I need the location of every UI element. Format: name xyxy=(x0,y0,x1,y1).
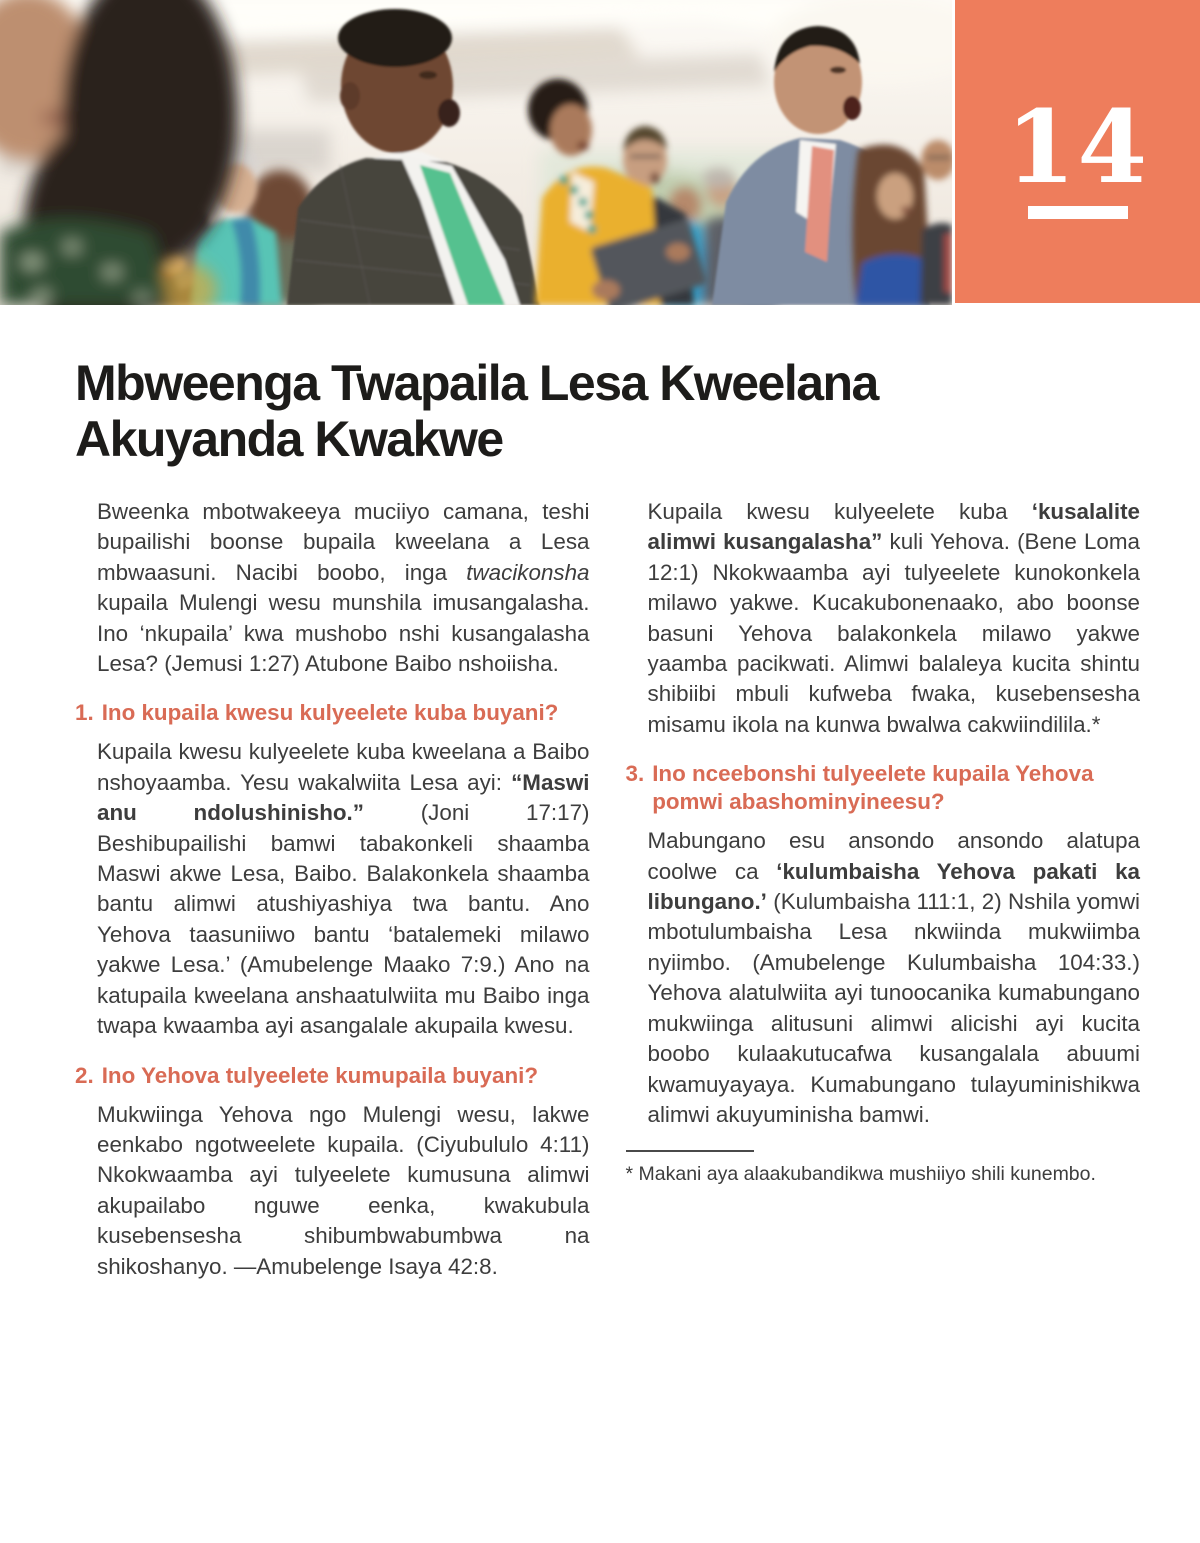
page-title-line2: Akuyanda Kwakwe xyxy=(75,411,503,467)
question-number: 3. xyxy=(625,761,645,787)
body-paragraph xyxy=(648,826,1141,1130)
question-heading xyxy=(626,760,1141,816)
page-title xyxy=(75,355,1140,467)
question-text: Ino nceebonshi tulyeelete kupaila Yehova pomwi abashominyineesu? xyxy=(652,761,1094,815)
chapter-badge xyxy=(955,0,1200,303)
page-header xyxy=(0,0,1200,305)
paragraph-run: Bweenka mbotwakeeya muciiyo camana, teshi bupailishi boonse bupaila kweelana a Lesa mbwaasuni. Nacibi boobo, inga xyxy=(97,499,590,585)
footnote xyxy=(626,1150,1141,1187)
footnote-text: * Makani aya alaakubandikwa mushiiyo shili kunembo. xyxy=(625,1163,1096,1186)
paragraph-run: twacikonsha xyxy=(466,559,590,585)
paragraph-run: Mukwiinga Yehova ngo Mulengi wesu, lakwe eenkabo ngotweelete kupaila. (Ciyubululo 4:11) Nkokwaamba ayi tulyeelete kumusuna alimwi akupailabo nguwe eenka, kwakubula kusebensesha shibumbwabumbwa na shikoshanyo. —Amubelenge Isaya 42:8. xyxy=(97,1101,590,1279)
page-content xyxy=(0,355,1200,1302)
paragraph-run: kupaila Mulengi wesu munshila imusangalasha. Ino ‘nkupaila’ kwa mushobo nshi kusangalasha Lesa? (Jemusi 1:27) Atubone Baibo nshoiisha. xyxy=(97,590,590,677)
paragraph-run: Kupaila kwesu kulyeelete kuba kweelana a Baibo nshoyaamba. Yesu wakalwiita Lesa ayi: xyxy=(97,739,590,795)
footnote-divider xyxy=(626,1150,754,1152)
question-text: Ino kupaila kwesu kulyeelete kuba buyani? xyxy=(101,700,559,726)
page-title-line1: Mbweenga Twapaila Lesa Kweelana xyxy=(75,355,878,411)
question-heading xyxy=(75,1062,590,1090)
paragraph-run: Mabungano esu ansondo ansondo alatupa coolwe ca xyxy=(647,828,1140,884)
question-number: 1. xyxy=(75,700,94,726)
chapter-underline xyxy=(1028,206,1128,219)
chapter-number: 14 xyxy=(1005,88,1150,206)
paragraph-run: ‘kusalalite alimwi kusangalasha” xyxy=(647,499,1140,555)
paragraph-run: Kupaila kwesu kulyeelete kuba xyxy=(647,499,1032,524)
body-paragraph xyxy=(97,497,590,679)
question-text: Ino Yehova tulyeelete kumupaila buyani? xyxy=(101,1062,539,1088)
paragraph-run: (Kulumbaisha 111:1, 2) Nshila yomwi mbotulumbaisha Lesa nkwiinda mukwiimba nyiimbo. (Amubelenge Kulumbaisha 104:33.) Yehova alatulwiita ayi tunoocanika kumabungano mukwiinga alitusuni alimwi alicishi ayi kucita boobo kulaakutucafwa kusangalala abuumi kwamuyayaya. Kumabungano tulayuminishikwa alimwi akuyuminisha bamwi. xyxy=(647,889,1140,1127)
question-heading xyxy=(75,699,590,727)
body-paragraph xyxy=(97,1100,590,1282)
paragraph-run: kuli Yehova. (Bene Loma 12:1) Nkokwaamba ayi tulyeelete kunokonkela milawo yakwe. Kucakubonenaako, abo boonse basuni Yehova balakonkela milawo yakwe yaamba pacikwati. Alimwi balaleya kucita shintu shibiibi mbuli kufweba fwaka, kusebensesha misamu ikola na kunwa bwalwa cakwiindilila.* xyxy=(647,529,1140,737)
paragraph-run: “Maswi anu ndolushinisho.” xyxy=(97,769,590,826)
paragraph-run: ‘kulumbaisha Yehova pakati ka libungano.’ xyxy=(647,858,1140,915)
header-photo xyxy=(0,0,952,305)
paragraph-run: (Joni 17:17) Beshibupailishi bamwi tabakonkeli shaamba Maswi akwe Lesa, Baibo. Balakonkela shaamba bantu alimwi atushiyashiya twa bantu. Ano Yehova taasuniiwo bantu ‘batalemeki milawo yakwe Lesa.’ (Amubelenge Maako 7:9.) Ano na katupaila kweelana anshaatulwiita mu Baibo inga twapa kwaamba ayi asangalale akupaila kwesu. xyxy=(97,800,590,1039)
text-columns xyxy=(75,497,1140,1302)
question-number: 2. xyxy=(75,1062,94,1088)
congregation-photo-illustration xyxy=(0,0,952,305)
column-left xyxy=(75,497,590,1302)
body-paragraph xyxy=(648,497,1141,740)
body-paragraph xyxy=(97,737,590,1041)
column-right xyxy=(626,497,1141,1302)
